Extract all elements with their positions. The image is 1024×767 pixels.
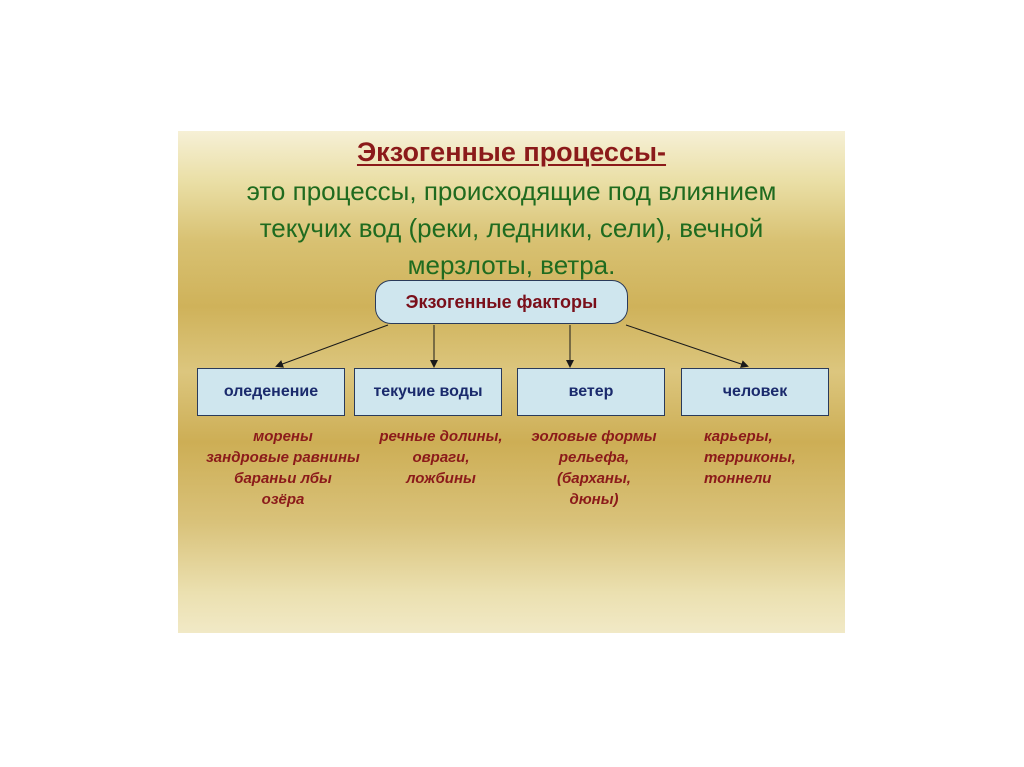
slide-title: Экзогенные процессы- <box>356 137 667 167</box>
examples-tekuchie-vody: речные долины, овраги, ложбины <box>379 428 503 487</box>
arrow-to-chelovek <box>626 325 747 366</box>
arrow-to-oledenenie <box>277 325 388 366</box>
slide <box>178 131 845 633</box>
factor-box-chelovek: человек <box>681 368 829 416</box>
root-node-exogenous-factors: Экзогенные факторы <box>375 280 628 324</box>
examples-oledenenie: морены зандровые равнины бараньи лбы озёра <box>206 428 360 508</box>
factor-box-veter: ветер <box>517 368 665 416</box>
examples-chelovek: карьеры, терриконы, тоннели <box>704 428 796 487</box>
factor-box-oledenenie: оледенение <box>197 368 345 416</box>
definition-text: это процессы, происходящие под влиянием текучих вод (реки, ледники, сели), вечной мерзлоты, ветра. <box>246 176 777 280</box>
examples-veter: эоловые формы рельефа, (барханы, дюны) <box>531 428 657 508</box>
factor-box-tekuchie-vody: текучие воды <box>354 368 502 416</box>
